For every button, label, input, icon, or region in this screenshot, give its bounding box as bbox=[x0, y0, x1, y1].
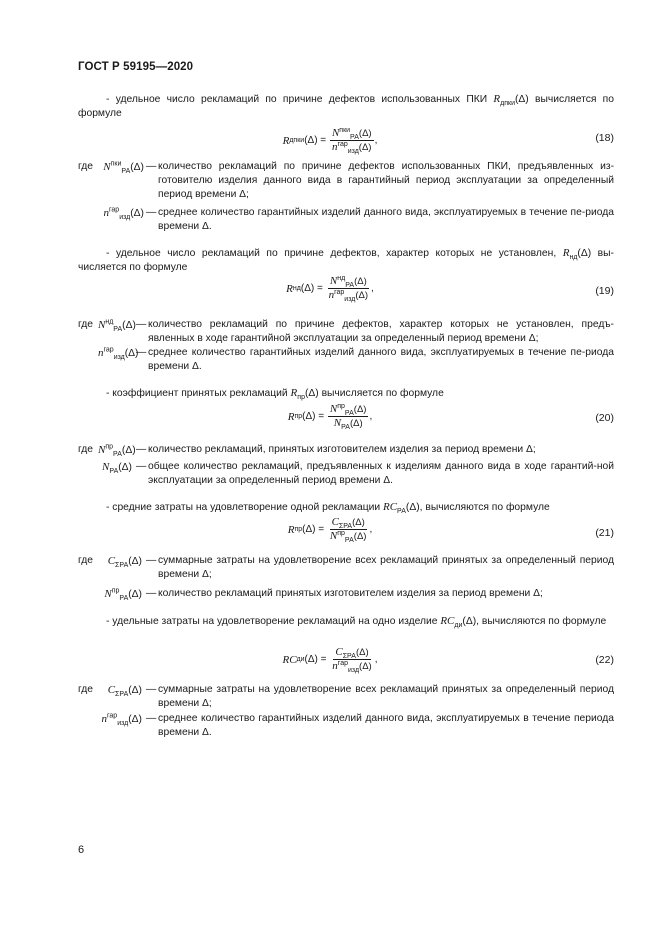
page-header: ГОСТ Р 59195—2020 bbox=[78, 61, 194, 73]
definition-item: где $C_{\Sigma РА}(\Delta)$ — суммарные затраты на удовлетворение всех рекламаций принятых за определенный период времени Δ; bbox=[78, 684, 614, 709]
definition-symbol: $n^{гар}_{изд}(\Delta)$ bbox=[98, 346, 139, 362]
definition-symbol: $C_{\Sigma РА}(\Delta)$ bbox=[107, 555, 142, 570]
fraction: $\frac{N^{пки}_{РА}(\Delta)}{n^{гар}_{изд}(\Delta)}$ bbox=[331, 126, 372, 155]
equation-number: (20) bbox=[595, 412, 614, 424]
definition-text: количество рекламаций принятых изготовителем изделия за период времени Δ; bbox=[158, 588, 543, 599]
formula-18: R дпки (Δ) = $\frac{N^{пки}_{РА}(\Delta)}{n^{гар}_{изд}(\Delta)}$ , bbox=[282, 126, 378, 155]
where-label: где bbox=[78, 684, 94, 695]
definition-text: среднее количество гарантийных изделий данного вида, эксплуатируемых в течение периода времени Δ. bbox=[158, 713, 614, 738]
intro-paragraph bbox=[78, 246, 614, 275]
definition-item: где $N^{пр}_{РА}(\Delta)$ — количество рекламаций, принятых изготовителем изделия за период времени Δ; bbox=[78, 443, 614, 459]
intro-paragraph bbox=[78, 386, 614, 401]
definition-item: где $N^{пки}_{РА}(\Delta)$ — количество рекламаций по причине дефектов использованных ПКИ, предъявленных из-готовителю изделия данного вида в гарантийный период эксплуатации за определенный период времени Δ; bbox=[78, 160, 614, 200]
definition-text: среднее количество гарантийных изделий данного вида, эксплуатируемых в течение пе-риода времени Δ. bbox=[158, 207, 614, 232]
definition-item: $n^{гар}_{изд}(\Delta)$ — среднее количество гарантийных изделий данного вида, эксплуатируемых в течение периода времени Δ. bbox=[101, 712, 614, 738]
definition-text: количество рекламаций по причине дефектов использованных ПКИ, предъявленных из-готовителю изделия данного вида в гарантийный период эксплуатации за определенный период времени Δ; bbox=[158, 161, 614, 200]
definition-item: $N_{РА}(\Delta)$ — общее количество рекламаций, предъявленных к изделиям данного вида в ходе гарантий-ной эксплуатации за определенный период времени Δ. bbox=[78, 460, 614, 488]
where-label: где bbox=[78, 161, 94, 172]
page-number: 6 bbox=[78, 844, 85, 856]
definition-text: количество рекламаций, принятых изготовителем изделия за период времени Δ; bbox=[148, 444, 536, 455]
definition-symbol: $N^{нд}_{РА}(\Delta)$ bbox=[98, 318, 136, 334]
intro-text: - удельное число рекламаций по причине дефектов использованных ПКИ $R_{дпки}(\Delta)$ вычисляется по формуле bbox=[78, 93, 614, 119]
formula-19: R нд (Δ) = $\frac{N^{нд}_{РА}(\Delta)}{n^{гар}_{изд}(\Delta)}$ , bbox=[286, 274, 374, 303]
equation-number: (19) bbox=[595, 285, 614, 297]
formula-22: RC ди (Δ) = $\frac{C_{\Sigma РА}(\Delta)}{n^{гар}_{изд}(\Delta)}$ , bbox=[282, 646, 378, 674]
formula-20: R пр (Δ) = $\frac{N^{пр}_{РА}(\Delta)}{N_{РА}(\Delta)}$ , bbox=[287, 402, 373, 431]
intro-paragraph bbox=[78, 500, 614, 515]
definition-text: суммарные затраты на удовлетворение всех рекламаций принятых за определенный период времени Δ; bbox=[158, 555, 614, 580]
definition-symbol: $N^{пр}_{РА}(\Delta)$ bbox=[104, 587, 142, 603]
where-label: где bbox=[78, 319, 94, 330]
fraction: $\frac{C_{\Sigma РА}(\Delta)}{n^{гар}_{изд}(\Delta)}$ bbox=[332, 646, 372, 674]
equation-number: (21) bbox=[595, 527, 614, 539]
definition-symbol: $N_{РА}(\Delta)$ bbox=[102, 461, 132, 476]
formula-21: R пр (Δ) = $\frac{C_{\Sigma РА}(\Delta)}{N^{пр}_{РА}(\Delta)}$ , bbox=[287, 516, 373, 544]
intro-text: - удельные затраты на удовлетворение рекламаций на одно изделие $RC_{ди}(\Delta)$, вычисляются по формуле bbox=[106, 615, 607, 630]
fraction: $\frac{N^{нд}_{РА}(\Delta)}{n^{гар}_{изд}(\Delta)}$ bbox=[328, 274, 369, 303]
definition-text: общее количество рекламаций, предъявленных к изделиям данного вида в ходе гарантий-ной эксплуатации за определенный период времени Δ. bbox=[148, 461, 614, 486]
intro-text: - коэффициент принятых рекламаций $R_{пр}(\Delta)$ вычисляется по формуле bbox=[106, 387, 444, 402]
equation-number: (18) bbox=[595, 132, 614, 144]
definition-text: количество рекламаций по причине дефектов, характер которых не установлен, предъ-явленных в ходе гарантийной эксплуатации за определенный период времени Δ; bbox=[148, 319, 614, 344]
intro-text: - средние затраты на удовлетворение одной рекламации $RC_{РА}(\Delta)$, вычисляются по формуле bbox=[106, 501, 550, 516]
intro-paragraph bbox=[78, 92, 614, 121]
intro-text: - удельное число рекламаций по причине дефектов, характер которых не установлен, $R_{нд}(\Delta)$ вы-числяется по формуле bbox=[78, 247, 614, 273]
definition-text: суммарные затраты на удовлетворение всех рекламаций принятых за определенный период времени Δ; bbox=[158, 684, 614, 709]
definition-symbol: $n^{гар}_{изд}(\Delta)$ bbox=[103, 206, 144, 222]
definition-symbol: $N^{пки}_{РА}(\Delta)$ bbox=[103, 160, 144, 176]
definition-item: $n^{гар}_{изд}(\Delta)$ — среднее количество гарантийных изделий данного вида, эксплуатируемых в течение пе-риода времени Δ. bbox=[78, 206, 614, 234]
where-label: где bbox=[78, 555, 94, 566]
intro-paragraph bbox=[78, 614, 614, 629]
where-label: где bbox=[78, 444, 94, 455]
definition-symbol: $N^{пр}_{РА}(\Delta)$ bbox=[98, 443, 136, 459]
equation-number: (22) bbox=[595, 654, 614, 666]
fraction: $\frac{N^{пр}_{РА}(\Delta)}{N_{РА}(\Delta)}$ bbox=[329, 402, 367, 431]
definition-item: где $N^{нд}_{РА}(\Delta)$ — количество рекламаций по причине дефектов, характер которых не установлен, предъ-явленных в ходе гарантийной эксплуатации за определенный период времени Δ; bbox=[78, 318, 614, 344]
definition-symbol: $n^{гар}_{изд}(\Delta)$ bbox=[101, 712, 142, 728]
definition-item: $N^{пр}_{РА}(\Delta)$ — количество рекламаций принятых изготовителем изделия за период времени Δ; bbox=[78, 587, 614, 603]
definition-item: где $C_{\Sigma РА}(\Delta)$ — суммарные затраты на удовлетворение всех рекламаций принятых за определенный период времени Δ; bbox=[78, 555, 614, 580]
definition-text: среднее количество гарантийных изделий данного вида, эксплуатируемых в течение пе-риода времени Δ. bbox=[148, 347, 614, 372]
definition-item: $n^{гар}_{изд}(\Delta)$ — среднее количество гарантийных изделий данного вида, эксплуатируемых в течение пе-риода времени Δ. bbox=[98, 346, 614, 372]
fraction: $\frac{C_{\Sigma РА}(\Delta)}{N^{пр}_{РА}(\Delta)}$ bbox=[329, 516, 367, 544]
definition-symbol: $C_{\Sigma РА}(\Delta)$ bbox=[107, 684, 142, 699]
